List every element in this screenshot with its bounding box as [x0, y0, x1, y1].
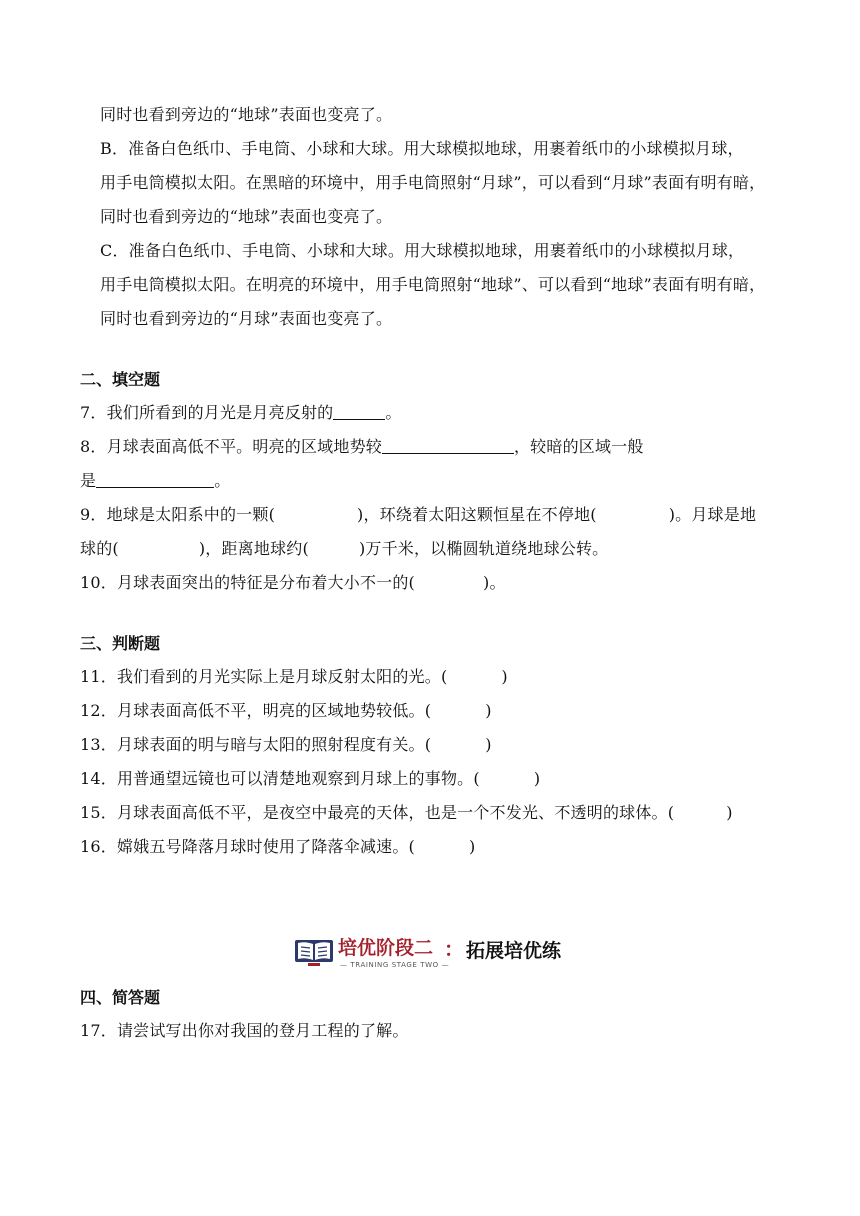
question-10	[80, 573, 506, 593]
question-9-part-b: )，环绕着太阳这颗恒星在不停地(	[357, 505, 597, 524]
open-book-icon	[294, 938, 334, 968]
question-11	[80, 667, 508, 687]
answer-blank[interactable]	[382, 437, 514, 454]
question-15-close: )	[726, 803, 733, 822]
question-8-text: 8．月球表面高低不平。明亮的区域地势较	[80, 437, 382, 456]
question-8-line2-end: 。	[214, 471, 231, 490]
question-13-close: )	[485, 735, 492, 754]
option-b-line3: 同时也看到旁边的“地球”表面也变亮了。	[100, 207, 393, 226]
option-b-line2: 用手电筒模拟太阳。在黑暗的环境中，用手电筒照射“月球”，可以看到“月球”表面有明有暗，	[100, 173, 766, 192]
question-14-close: )	[533, 769, 541, 788]
option-b-line1: B．准备白色纸巾、手电筒、小球和大球。用大球模拟地球，用裹着纸巾的小球模拟月球，	[100, 139, 744, 158]
section-heading-short-answer: 四、简答题	[80, 988, 161, 1007]
option-c-line1: C．准备白色纸巾、手电筒、小球和大球。用大球模拟地球，用裹着纸巾的小球模拟月球，	[100, 241, 745, 260]
question-10-text: 10．月球表面突出的特征是分布着大小不一的(	[80, 573, 416, 592]
question-9-line2	[80, 539, 608, 559]
question-16	[80, 837, 475, 857]
option-c-line3: 同时也看到旁边的“月球”表面也变亮了。	[100, 309, 393, 328]
question-15	[80, 803, 733, 823]
banner-stage-label: 培优阶段二	[338, 937, 434, 959]
section-heading-true-false: 三、判断题	[80, 634, 161, 653]
banner-subtitle: — TRAINING STAGE TWO —	[340, 961, 450, 969]
question-12-text: 12．月球表面高低不平，明亮的区域地势较低。(	[80, 701, 432, 720]
question-14	[80, 769, 540, 789]
question-9-part-d: 球的(	[80, 539, 119, 558]
question-12-close: )	[485, 701, 492, 720]
question-8-line2-text: 是	[80, 471, 97, 490]
option-c-line2: 用手电筒模拟太阳。在明亮的环境中，用手电筒照射“地球”、可以看到“地球”表面有明有暗，	[100, 275, 766, 294]
question-13-text: 13．月球表面的明与暗与太阳的照射程度有关。(	[80, 735, 432, 754]
question-10-end: )。	[483, 573, 506, 592]
question-8-line2	[80, 471, 230, 491]
question-11-text: 11．我们看到的月光实际上是月球反射太阳的光。(	[80, 667, 448, 686]
question-8	[80, 437, 644, 457]
question-9-part-c: )。月球是地	[668, 505, 757, 524]
banner-title: 拓展培优练	[466, 940, 562, 962]
question-7	[80, 403, 402, 423]
question-8-mid: ，较暗的区域一般	[513, 437, 644, 456]
question-9-part-f: )万千米，以椭圆轨道绕地球公转。	[358, 539, 609, 558]
question-17: 17．请尝试写出你对我国的登月工程的了解。	[80, 1021, 409, 1040]
question-7-text: 7．我们所看到的月光是月亮反射的	[80, 403, 334, 422]
option-a-tail: 同时也看到旁边的“地球”表面也变亮了。	[100, 105, 393, 124]
question-12	[80, 701, 492, 721]
answer-blank[interactable]	[333, 403, 385, 420]
banner-colon: ：	[444, 937, 464, 961]
question-13	[80, 735, 492, 755]
section-heading-fill-blank: 二、填空题	[80, 370, 161, 389]
question-9	[80, 505, 756, 525]
question-7-end: 。	[385, 403, 402, 422]
question-11-close: )	[501, 667, 508, 686]
question-15-text: 15．月球表面高低不平，是夜空中最亮的天体，也是一个不发光、不透明的球体。(	[80, 803, 675, 822]
answer-blank[interactable]	[96, 471, 214, 488]
question-14-text: 14．用普通望远镜也可以清楚地观察到月球上的事物。(	[80, 769, 480, 788]
question-16-close: )	[469, 837, 476, 856]
question-16-text: 16．嫦娥五号降落月球时使用了降落伞减速。(	[80, 837, 416, 856]
question-9-part-e: )，距离地球约(	[198, 539, 309, 558]
question-9-part-a: 9．地球是太阳系中的一颗(	[80, 505, 276, 524]
